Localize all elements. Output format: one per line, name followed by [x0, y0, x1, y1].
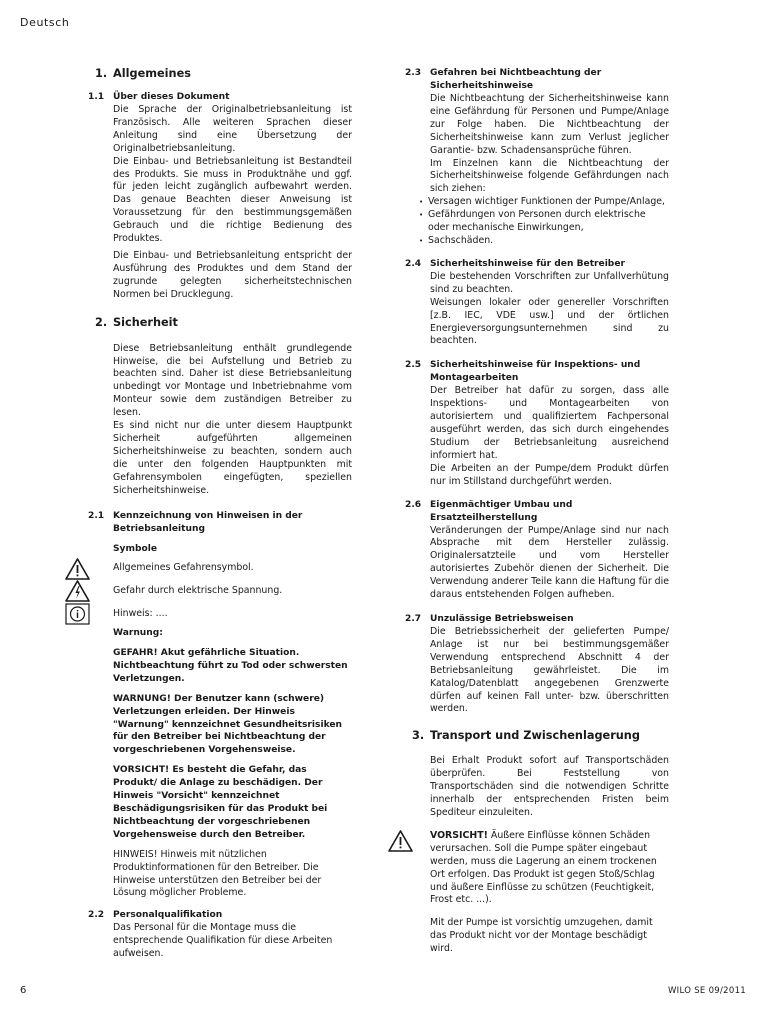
warning-triangle-icon — [65, 558, 90, 580]
subsection-heading: 2.7 Unzulässige Betriebsweisen — [405, 614, 574, 624]
section-heading: 1. Allgemeines — [95, 67, 191, 80]
list-item: • Versagen wichtiger Funktionen der Pumpe/Anlage, — [418, 196, 669, 209]
symbol-row-general — [113, 562, 352, 575]
page-language: Deutsch — [20, 16, 70, 29]
hint-note: HINWEIS! Hinweis mit nützlichen Produktinformationen für den Betreiber. Die Hinweise unterstützen den Betreiber bei der Lösung möglicher Probleme. — [113, 848, 322, 899]
subsection-heading: 1.1 Über dieses Dokument — [88, 92, 230, 102]
publisher-footer: WILO SE 09/2011 — [667, 986, 746, 996]
info-icon — [65, 603, 90, 625]
caution-note: VORSICHT! Es besteht die Gefahr, das Produkt/ die Anlage zu beschädigen. Der Hinweis "Vorsicht" kennzeichnet Beschädigungsrisiken für das Produkt bei Nichtbeachtung der vorgeschriebenen Vorgehensweise durch den Betreiber. — [113, 765, 328, 840]
paragraph: Es sind nicht nur die unter diesem Hauptpunkt Sicherheit aufgeführten allgemeinen Sicherheitshinweise zu beachten, sondern auch die unter den folgenden Hauptpunkten mit Gefahrensymbolen eingefügten, speziellen Sicherheitshinweise. — [113, 420, 352, 496]
warnings-heading: Warnung: — [113, 628, 163, 639]
paragraph: Das Personal für die Montage muss die entsprechende Qualifikation für diese Arbeiten aufweisen. — [113, 922, 333, 960]
paragraph: Die Nichtbeachtung der Sicherheitshinweise kann eine Gefährdung für Personen und Pumpe/Anlage zur Folge haben. Die Nichtbeachtung der Sicherheitshinweise kann zum Verlust jeglicher Garantie- bzw. Schadensansprüche führen. — [430, 93, 669, 156]
hazard-list — [430, 196, 669, 248]
caution-block — [430, 830, 669, 907]
list-item: • Sachschäden. — [418, 235, 669, 248]
subsection-heading: 2.6 Eigenmächtiger Umbau und Ersatzteilherstellung — [405, 499, 573, 523]
symbol-row-info — [113, 608, 352, 621]
subsection-heading: 2.3 Gefahren bei Nichtbeachtung der Sicherheitshinweise — [405, 68, 602, 91]
subsection-heading: 2.4 Sicherheitshinweise für den Betreiber — [405, 258, 625, 269]
paragraph: Die Einbau- und Betriebsanleitung ist Bestandteil des Produkts. Sie muss in Produktnähe und ggf. für jeden leicht zugänglich aufbewahrt werden. Das genaue Beachten dieser Anweisung ist Voraussetzung für den bestimmungsgemäßen Gebrauch und die richtige Bedienung des Produktes. — [113, 155, 352, 245]
symbol-row-electric — [113, 585, 352, 598]
caution-text: Äußere Einflüsse können Schäden verursachen. Soll die Pumpe später eingebaut werden, muss die Lagerung an einem trockenen Ort erfolgen. Das Produkt ist gegen Stoß/Schlag und äußere Einflüsse zu schützen (Feuchtigkeit, Frost etc. ...). — [430, 829, 657, 906]
paragraph: Die Betriebssicherheit der gelieferten Pumpe/ Anlage ist nur bei bestimmungsgemäßer Verwendung entsprechend Abschnitt 4 der Betriebsanleitung gewährleistet. Die im Katalog/Datenblatt angegebenen Grenzwerte dürfen auf keinen Fall unter- bzw. überschritten werden. — [430, 626, 669, 715]
symbol-label: Hinweis: .... — [113, 608, 168, 620]
paragraph: Mit der Pumpe ist vorsichtig umzugehen, damit das Produkt nicht vor der Montage beschädigt wird. — [430, 917, 653, 955]
paragraph: Veränderungen der Pumpe/Anlage sind nur nach Absprache mit dem Hersteller zulässig. Originalersatzteile und vom Hersteller autorisiertes Zubehör dienen der Sicherheit. Die Verwendung anderer Teile kann die Haftung für die daraus entstehenden Folgen aufheben. — [430, 524, 669, 601]
subsection-heading: 2.2 Personalqualifikation — [88, 910, 223, 921]
danger-note: GEFAHR! Akut gefährliche Situation. Nichtbeachtung führt zu Tod oder schwersten Verletzungen. — [113, 648, 348, 684]
electric-hazard-icon — [65, 580, 90, 602]
symbol-label: Gefahr durch elektrische Spannung. — [113, 585, 283, 597]
caution-label: VORSICHT! — [430, 829, 488, 841]
subsection-heading: 2.5 Sicherheitshinweise für Inspektions- und Montagearbeiten — [405, 360, 641, 384]
warning-note: WARNUNG! Der Benutzer kann (schwere) Verletzungen erleiden. Der Hinweis "Warnung" kennzeichnet Gesundheitsrisiken für den Betreiber bei Nichtbeachtung der vorgeschriebenen Vorgehensweise. — [113, 693, 343, 756]
page-number: 6 — [20, 985, 27, 996]
symbols-heading: Symbole — [113, 544, 157, 555]
paragraph: Die Sprache der Originalbetriebsanleitung ist Französisch. Alle weiteren Sprachen dieser Anleitung sind eine Übersetzung der Originalbetriebsanleitung. — [113, 104, 352, 154]
paragraph: Der Betreiber hat dafür zu sorgen, dass alle Inspektions- und Montagearbeiten von autorisiertem und qualifiziertem Fachpersonal ausgeführt werden, das sich durch eingehendes Studium der Betriebsanleitung ausreichend informiert hat. — [430, 385, 669, 461]
symbol-label: Allgemeines Gefahrensymbol. — [113, 562, 254, 574]
left-column — [88, 66, 352, 961]
section-heading: 2. Sicherheit — [95, 315, 178, 329]
list-item: • Gefährdungen von Personen durch elektrische oder mechanische Einwirkungen, — [418, 209, 669, 235]
subsection-heading: 2.1 Kennzeichnung von Hinweisen in der Betriebsanleitung — [88, 511, 303, 535]
warning-triangle-icon — [388, 830, 413, 852]
paragraph: Die bestehenden Vorschriften zur Unfallverhütung sind zu beachten. — [430, 270, 669, 295]
paragraph: Die Arbeiten an der Pumpe/dem Produkt dürfen nur im Stillstand durchgeführt werden. — [430, 462, 669, 487]
right-column — [405, 67, 669, 956]
caution-paragraph — [430, 830, 669, 907]
paragraph: Weisungen lokaler oder genereller Vorschriften [z.B. IEC, VDE usw.] und der örtlichen Energieversorgungsunternehmen sind zu beachten. — [430, 296, 669, 347]
paragraph: Diese Betriebsanleitung enthält grundlegende Hinweise, die bei Aufstellung und Betrieb zu beachten sind. Daher ist diese Betriebsanleitung unbedingt vor Montage und Inbetriebnahme vom Monteur sowie dem zuständigen Betreiber zu lesen. — [113, 342, 352, 419]
paragraph: Die Einbau- und Betriebsanleitung entspricht der Ausführung des Produktes und dem Stand der zugrunde gelegten sicherheitstechnischen Normen bei Drucklegung. — [113, 249, 352, 300]
section-heading: 3. Transport und Zwischenlagerung — [412, 729, 640, 743]
paragraph: Bei Erhalt Produkt sofort auf Transportschäden überprüfen. Bei Feststellung von Transportschäden sind die notwendigen Schritte innerhalb der entsprechenden Fristen beim Spediteur einzuleiten. — [430, 755, 669, 818]
paragraph: Im Einzelnen kann die Nichtbeachtung der Sicherheitshinweise folgende Gefährdungen nach sich ziehen: — [430, 157, 669, 195]
